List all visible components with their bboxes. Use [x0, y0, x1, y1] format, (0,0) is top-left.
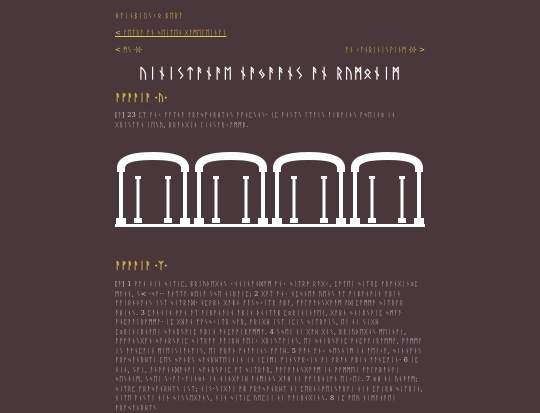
site-title[interactable]: ᚺᚨᛁᚾᛒᛁᚢᛊᚲᛟ ᛒᛖᚱᚨ [115, 12, 184, 20]
page-title: ᚢᛁᚾᛁᛊᛏᚨᚾᚨᛖ ᚾᚨᛃᚨᚨᚾᛊ ᚨᚾ ᚱᚢᛗᛟᚾᛁᛗ [138, 66, 402, 82]
back-link[interactable]: < ᚨᛖᛏᚱᚨ ᚨᚾ ᛃᛖᛁᛏᛖᚾ ᚷᚨᛗᛖᛚᛖᛁᚾᚨᛁ [115, 29, 227, 37]
next-chapter-link[interactable]: ᚨᚾ ᚲᚨᚾᚱᛁᚾᛁᛊᚹᛁᚾᛗ ·ᛞ· > [345, 46, 425, 54]
arch-2 [195, 152, 267, 168]
prev-chapter-link[interactable]: < ᛗᛊ ·ᛞ· [115, 46, 143, 54]
section-text-1: [ᚨ] 23 ᛈᛉ ᚨᚾᚲ ᚨᚨᛏᚾᚨ ᚠᚱᚨᛃᚨᚾᚱᚺᛏᚾᛊ ᚨᚨᚾᛈᛊᚾᛊ· ᛁᛈ ᚨᚾᛊᛏᛊ ᛚᛏᚨᛁᛊ ᚨᛁᛒᚨᛁᚾᛊ ᚨᛃᛖᛁᚾᛟ ᛁᚾ ᚷᚱᛁᛊᛏᚨᚾ ᛁᛖᛊᚢ, ᛒᚱᚨᚾᚷᛁᚾ ᛚᛁᚾᛊᚨᚱᚲᚨᛗᛗᛒ. [115, 111, 396, 129]
base-line [115, 224, 425, 227]
section-heading-1: ᚨᚠᚨᚨᛁᚨ ·ᚢ· [115, 93, 168, 104]
arch-1 [117, 152, 189, 168]
arch-4 [351, 152, 423, 168]
columns [116, 168, 424, 224]
section-heading-2: ᚨᚠᚨᚨᛁᚨ ·ᛉ· [115, 261, 168, 272]
section-text-2: [ᚨ] 1 ᚹᚨᚾ ᚾᛁᚾ ᛃᛁᛏᛁᛈ, ᛒᚱᛁᚢᚦᛖᚷᚾᛊ ᚲᚾᚾᛁᚾᚨᚾᛞᚨᛗ ᚨᚾᚲ ᛃᛁᛏᚱᚹ ᚱᚨᚷᚲ, ᛈᚨᛏᛖᛁ ᛃᛁᛏᚱᛈ ᚠᚱᚨᚾᚷᛁᚾᛟᛈ ᛗᚨᚾᚾ, ᛊ< ·ᛃᚨ·· ᚨᚾᛏᛏᚨ ᛟᛖᛁᚨ ᛊᛃᛖ ᚾᛁᛒᚨᛁᛈ; 2 ᚷᚨᛏ ᚨᚾᚲ ᚾᛈᛃᚾᛖᚨ ᚢᛖᚾᛊ ᚨᛏ ᚨᛁᛒᚨᚾᚨᛁᚾ ᚨᛒᛁᚾ ᚠᚨᛁᚱᚾᚾᚨᚾᛊ ᛁᛊᛏ ᛃᛁᛏᚱᚨᛞ· ᚾᛈᚹᛒᚾ ᚷᚨᛒᚾ ᚠᚨᛊᛃᚲᛁᛏᚱ ᚨᛒᚨ, ᚠᚨᛚᚨᚨᚾᛊᚷᚨᚨᛗ ᚨᛞ ᛈᚨᛗᛗᚨ ᛃᛁᛏᚱᚨᚱ ᚨᛒᛁᚾᛊ. 3 ᛈᚨᚾᚾᛁᚾ ᚹᚨᚾ ᚨᛏ ᚨᛁᛒᚨᚾᚨᛁᚾ ᚨᛒᛁᚾ ᚦᚾᛁᛏᚨᛒ ᛈᛟᚱᛁᚾᛁᚾᚨᛖᛁ, ᚷᚨᛒᚾ ᛃᚾᛁᚱᛊᚹᛁᛈ ᛃᛗᚨᚨ ᚨᚾᛈᚨᚨᛁᚱᚨᛗᛗᚨ· ᛁᛈ ᚷᚺᚨᚾ ᚠᚨᛊᛃᚲᛁᛏᚱ ᛃᚨᚱ, ᚠᚱᛁᚷᚺ ᛁᛊᛏ ᛁᛈᛁᛊ ᛃᛁᛏᚱᚨᛁᛊ, ᛖᛁ ᚾᛁ ᛊᛁᚷᚺ ᛈᛟᚱᛁᚾᛁᛒᚾᚨᛖᛁ ᛃᚨᚾᚱᛊᚹᛁᛈ ᚨᛒᛁᚾ ᚨᚾᛈᚨᚨᛁᚱᚨᛗᛗᚨ. 4 ᛊᛃᛖᛁ ᚾᛁ ᚷᚨᚺ ᚷᚾᛊ, ᛒᚱᛁᚢᚦᛖᚷᚾᛊ ᛗᛖᛁᚾᚨᛁ, ᚨᚠᚨᚨᚾᛊᚷᚨᚾ ᛃᚨᚾᚱᛊᚹᛁᛈ ᛃᛁᛏᚱᚨᚨ ᚹᚨᛁᚱᚺ ᚨᛖᛁᚲ ᚷᚱᛁᛊᛏᚨᛁᚾᛊ, ᛖᛁ ᛃᚾᛁᚱᛊᚹᛁᛈ ᚨᚾᛈᚨᚨᛁᚱᚨᛗᛗᚨ, ᚹᚨᛗᛗᚨ ᛁᛊ ᚨᚨᚾᛈᚨᛁᚾ ᛗᛁᛖᛁᛊᛁᚨᚾᚨᛁᛊ, ᛖᛁ ᚨᚱᚨᚾ ᚨᚾᚨᚨᛁᚾᛊ ᚠᚨᛚᚺ. 5 ᚹᚨᚾ ᚨᚾᚲ ᛃᛖᛊᚾᛁᛗ ᛁᚾ ᚨᛖᛁᚲᚨ, ᛃᛁᚾᚾᚨᚾᛊ ᚠᚱᚨᛃᚨᚾᚱᚺᛏᛁ ᛈᛖᛊ ᛃᚨᚾᚱᛊ ᛃᚨᚾᚱᚺᛏᛖᛁᚾᛁᚾ ᛁᚾ ᛁᛈᛁᛗᛁ ᚠᛁᚾᛊᚨᚱᚲᛁᚾ ᚨᛁ ᚨᚱᚨᚾ ᚨᛒᛁᚾ ᚨᚨᚾᛈᚨᛁᚾ· 6 ᛁᛈ ᚾᛁᚾ, ᛊᚨᛁ, ᚨᚾᚨᚨᚾᚾᛞᚨᚾᚨᛁ ᛃᚨᚾᚱᛊᚹᛁᛈ ᚨᛏ ᛃᛁᛏᚱᚨᚱ, ᚠᚨᛚᚨᚨᚾᛊᚷᚨᚨᛗ ᛁᚾ ᚹᚨᛗᛗᛖᛁ ᚠᚨᛚᚨᛒᚨᚾᚨᛁ ᛃᛖᛊᚾᛁᛗ, ᛊᛃᛖᛁ ᛊᚲᚨᛚᚲᚨᛁᚾᛟᚾ ᛁᚾ ᚾᛁᚾᚷᚹᛁᚺ ᚨᚾᛗᛁᚾᛊ ᚷᚨᚺ ᚾᛁ ᚠᚨᛁᚱᚾᛁᚨᚾ ᛖᛁᚲᛖᛁ. 7 ᛟᚺ ᚾᛁ ᚢᚾᚹᚨᛗ; ᛃᛁᛏᚱᛈ ᚠᚱᚨᛃᚨᚾᚱᚺᛏᛊ ᛁᛊᛏ; ᚾᛁᛊ·ᛊᛁᚷᚨᛁ ᚨᛒ ᚠᚱᚨᛃᚨᚾᚱᚺᛏ ᚾᛁ ᛈᛖᚱᚾᛁᚹᛖᛁᛊᚨᚱᚨᛁ ᚾᛁᚾ ᛈᚨᛁᚱᚺ ᛃᛁᛏᚱᛁᚾ, ᚾᛁᛏᛖ ᚨᚾᛊᛏᛁ ᚾᛁᚾ ᛃᛁᛊᛊᛖᚷᚨᚾᛊ, ᚾᛁᚾ ᛃᛁᛏᛁᛈ ᚢᛖᛈᛁᛁ ᚾᛁ ᚠᚨᛁᚱᚾᚷᛁᚾᛊ. 8 ᛁᛈ ᚨᛖᚤ ᚾᛁᛗᚨᚾᚨᛖᛁ ᚠᚱᚨᛃᚨᚾᚱᚺᛏᛊ [115, 280, 424, 412]
arch-3 [273, 152, 345, 168]
colonnade-illustration [115, 150, 425, 232]
